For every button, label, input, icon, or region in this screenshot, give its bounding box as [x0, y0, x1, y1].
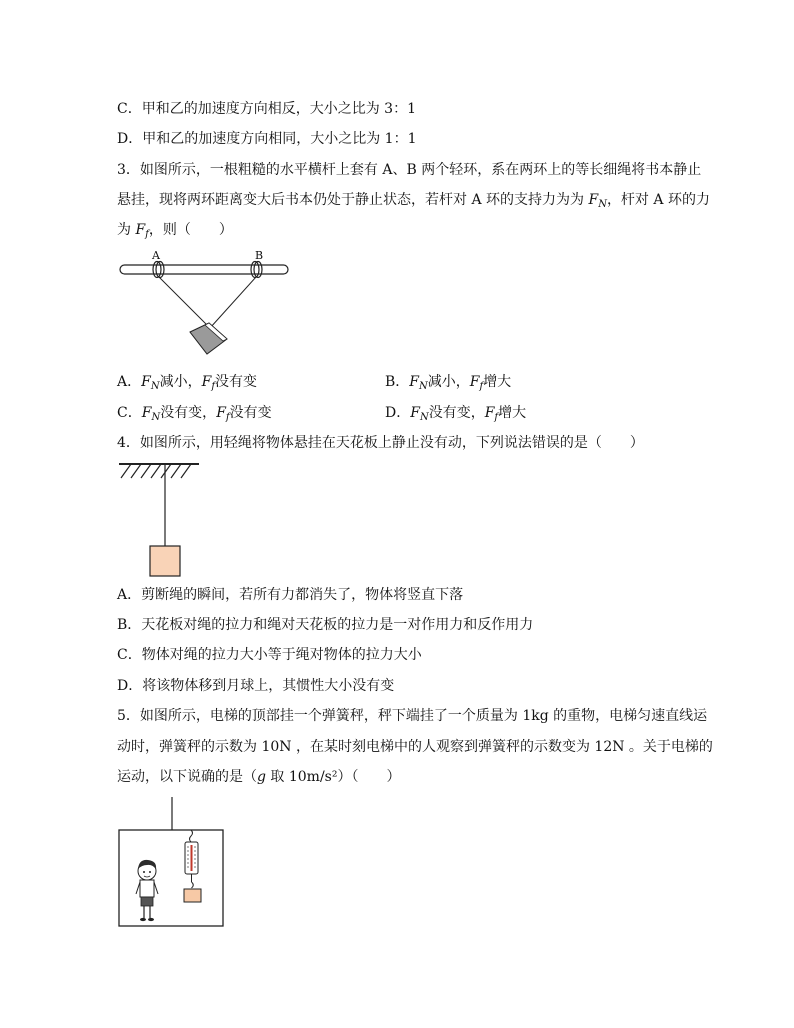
option-text: 增大	[483, 374, 512, 390]
q3-option-d	[385, 403, 526, 428]
subscript-f: f	[494, 412, 499, 423]
q4-option-b: B．天花板对绳的拉力和绳对天花板的拉力是一对作用力和反作用力	[117, 617, 534, 633]
q3-stem-line2-text: 悬挂，现将两环距离变大后书本仍处于静止状态，若杆对 A 环的支持力为为	[117, 192, 589, 208]
option-text: 没有变，	[428, 405, 485, 421]
q5-stem-line3	[117, 767, 400, 787]
symbol-f-letter: F	[588, 192, 599, 208]
string-left	[159, 277, 210, 328]
q4-option-a: A．剪断绳的瞬间，若所有力都消失了，物体将竖直下落	[117, 587, 464, 603]
ring-a-label: A	[152, 249, 160, 262]
q5-figure-elevator	[117, 797, 227, 929]
option-letter: D．	[385, 405, 411, 421]
q3-stem-line3-text: 为	[117, 222, 136, 238]
ring-b-label: B	[255, 249, 264, 262]
symbol-f-letter: F	[484, 405, 495, 421]
q3-option-a	[117, 372, 257, 397]
symbol-f-letter: F	[216, 405, 226, 421]
q3-option-b	[385, 372, 511, 397]
option-letter: C．	[117, 405, 142, 421]
option-text: 减小，	[427, 374, 470, 390]
horizontal-rod	[120, 265, 288, 274]
q5-stem-line3-tail: 取 10m/s²）（ ）	[265, 769, 401, 785]
weight-block	[184, 889, 201, 902]
option-letter: B．	[385, 374, 410, 390]
q4-stem: 4．如图所示，用轻绳将物体悬挂在天花板上静止没有动，下列说法错误的是（ ）	[117, 435, 644, 451]
option-text: 减小，	[159, 374, 202, 390]
option-text: 没有变	[229, 405, 272, 421]
subscript-f: f	[479, 381, 484, 392]
symbol-g: g	[257, 769, 266, 785]
subscript-n: N	[150, 381, 160, 392]
q3-stem-line1: 3．如图所示，一根粗糙的水平横杆上套有 A、B 两个轻环，系在两环上的等长细绳将书本静止	[117, 162, 702, 178]
symbol-ff	[135, 222, 148, 238]
subscript-n: N	[151, 412, 161, 423]
subscript-n: N	[419, 412, 429, 423]
symbol-fn	[588, 192, 606, 208]
q2-option-d: D．甲和乙的加速度方向相同，大小之比为 1：1	[117, 131, 417, 147]
option-text: 没有变，	[160, 405, 217, 421]
option-letter: A．	[117, 374, 142, 390]
q5-stem-line2: 动时，弹簧秤的示数为 10N ，在某时刻电梯中的人观察到弹簧秤的示数变为 12N 。关于电梯的	[117, 739, 713, 755]
subscript-f: f	[145, 229, 149, 240]
q5-stem-line3-text: 运动，以下说确的是（	[117, 769, 257, 785]
subscript-f: f	[211, 381, 216, 392]
q2-option-c: C．甲和乙的加速度方向相反，大小之比为 3：1	[117, 101, 416, 117]
subscript-n: N	[419, 381, 428, 392]
q3-stem-line2-tail: ，杆对 A 环的力	[606, 192, 710, 208]
option-text: 没有变	[215, 374, 258, 390]
symbol-f-letter: F	[409, 374, 420, 390]
q3-stem-line3-tail: ，则（ ）	[148, 222, 233, 238]
symbol-f-letter: F	[135, 222, 146, 238]
q4-figure-hanging-block	[117, 458, 207, 578]
subscript-f: f	[225, 412, 230, 423]
symbol-f-letter: F	[141, 374, 151, 390]
q3-option-c	[117, 403, 272, 428]
subscript-n: N	[598, 199, 607, 210]
q5-stem-line1: 5．如图所示，电梯的顶部挂一个弹簧秤，秤下端挂了一个质量为 1kg 的重物，电梯匀速直线运	[117, 708, 708, 724]
q3-figure-rod-book	[115, 245, 295, 360]
book	[190, 323, 227, 354]
symbol-f-letter: F	[201, 374, 212, 390]
hanging-block	[150, 546, 180, 576]
symbol-f-letter: F	[469, 374, 480, 390]
symbol-f-letter: F	[141, 405, 152, 421]
q4-option-d: D．将该物体移到月球上，其惯性大小没有变	[117, 678, 395, 694]
q4-option-c: C．物体对绳的拉力大小等于绳对物体的拉力大小	[117, 647, 422, 663]
option-text: 增大	[498, 405, 527, 421]
q3-stem-line2	[117, 190, 710, 215]
symbol-f-letter: F	[410, 405, 420, 421]
q3-stem-line3	[117, 220, 233, 245]
ceiling-hatching	[121, 464, 191, 478]
string-right	[210, 277, 256, 328]
elevator-car	[119, 830, 223, 926]
